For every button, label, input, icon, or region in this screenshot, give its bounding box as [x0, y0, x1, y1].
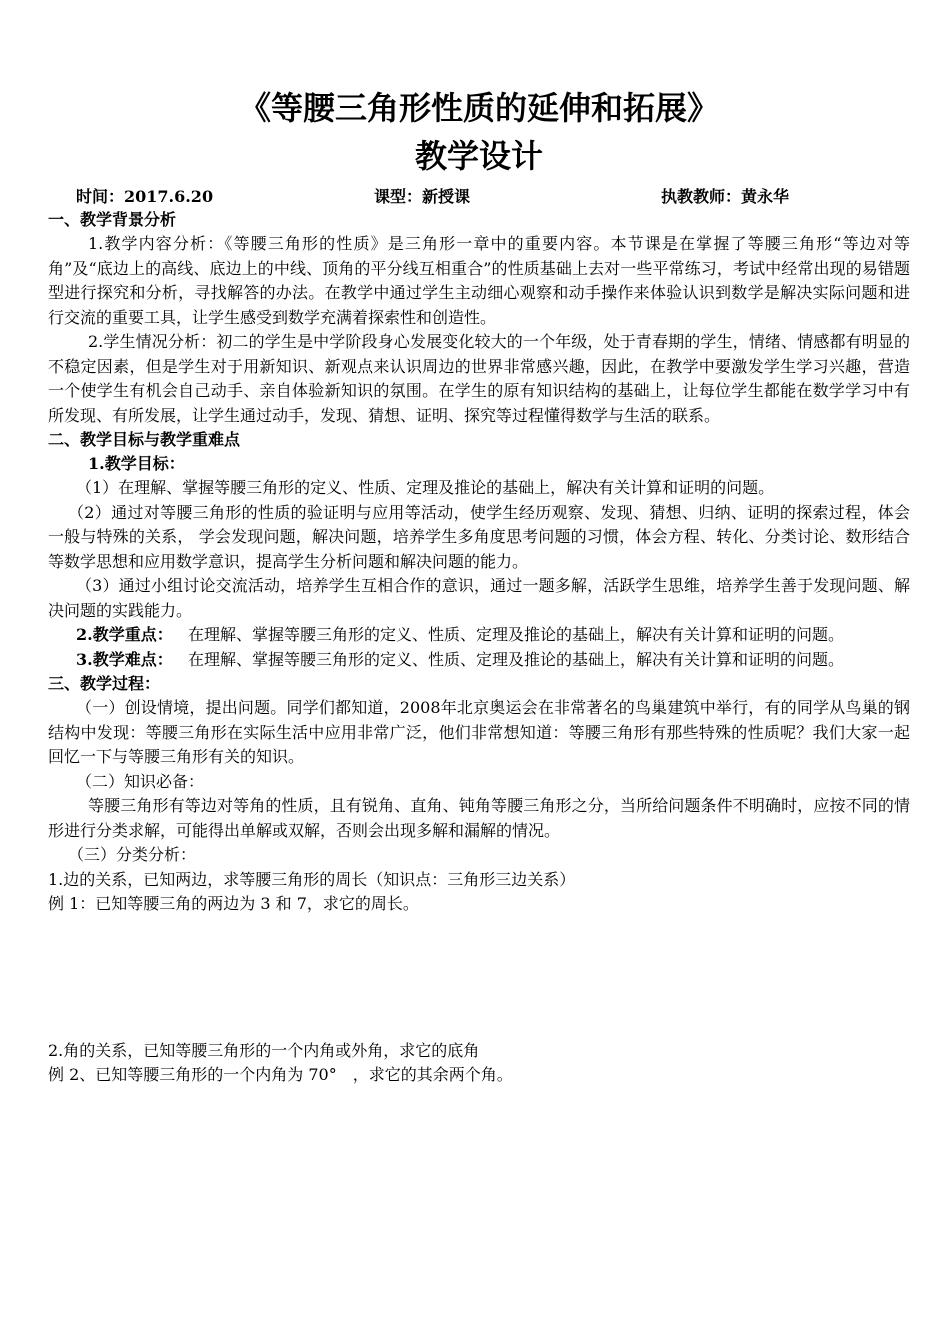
process-situation-paragraph: （一）创设情境，提出问题。同学们都知道，2008年北京奥运会在非常著名的鸟巢建筑中举行，有的同学从鸟巢的钢结构中发现：等腰三角形在实际生活中应用非常广泛，他们非常想知道：等腰三角形有那些特殊的性质呢？我们大家一起回忆一下与等腰三角形有关的知识。	[48, 698, 910, 766]
difficulty-paragraph	[48, 648, 910, 673]
student-analysis-paragraph: 2.学生情况分析：初二的学生是中学阶段身心发展变化较大的一个年级，处于青春期的学生，情绪、情感都有明显的不稳定因素，但是学生对于用新知识、新观点来认识周边的世界非常感兴趣，因此，在教学中要激发学生学习兴趣，营造一个使学生有机会自己动手、亲自体验新知识的氛围。在学生的原有知识结构的基础上，让每位学生都能在数学学习中有所发现、有所发展，让学生通过动手，发现、猜想、证明、探究等过程懂得数学与生活的联系。	[48, 332, 910, 425]
section-2-heading: 二、教学目标与教学重难点	[48, 430, 241, 449]
lesson-teacher: 执教教师：黄永华	[661, 187, 790, 206]
angle-relation-item: 2.角的关系，已知等腰三角形的一个内角或外角，求它的底角	[48, 1040, 480, 1060]
difficulty-text: 在理解、掌握等腰三角形的定义、性质、定理及推论的基础上，解决有关计算和证明的问题。	[187, 649, 844, 669]
example-1: 例 1：已知等腰三角的两边为 3 和 7，求它的周长。	[48, 894, 419, 913]
key-point-paragraph	[48, 623, 910, 648]
teaching-goal-2: （2）通过对等腰三角形的性质的验证明与应用等活动，使学生经历观察、发现、猜想、归纳、证明的探索过程，体会一般与特殊的关系， 学会发现问题，解决问题，培养学生多角度思考问题的习惯，体会方程、转化、分类讨论、数形结合等数学思想和应用数学意识，提高学生分析问题和解决问题的能力。	[48, 502, 910, 571]
teaching-goals-label: 1.教学目标：	[88, 454, 185, 473]
teaching-goal-3: （3）通过小组讨论交流活动，培养学生互相合作的意识，通过一题多解，活跃学生思维，培养学生善于发现问题、解决问题的实践能力。	[48, 576, 910, 620]
document-subtitle: 教学设计	[414, 137, 543, 175]
content-analysis-paragraph: 1.教学内容分析：《等腰三角形的性质》是三角形一章中的重要内容。本节课是在掌握了等腰三角形“等边对等角”及“底边上的高线、底边上的中线、顶角的平分线互相重合”的性质基础上去对一些平常练习，考试中经常出现的易错题型进行探究和分析，寻找解答的办法。在教学中通过学生主动细心观察和动手操作来体验认识到数学是解决实际问题和进行交流的重要工具，让学生感受到数学充满着探索性和创造性。	[48, 234, 910, 327]
teaching-goal-1: （1）在理解、掌握等腰三角形的定义、性质、定理及推论的基础上，解决有关计算和证明的问题。	[76, 478, 775, 497]
knowledge-prereq-paragraph: 等腰三角形有等边对等角的性质，且有锐角、直角、钝角等腰三角形之分，当所给问题条件不明确时，应按不同的情形进行分类求解，可能得出单解或双解，否则会出现多解和漏解的情况。	[48, 796, 910, 840]
document-page	[48, 86, 910, 1088]
classification-heading: （三）分类分析：	[68, 845, 197, 864]
lesson-time: 时间：2017.6.20	[76, 187, 214, 206]
lesson-meta	[48, 186, 910, 208]
side-relation-item: 1.边的关系，已知两边，求等腰三角形的周长（知识点：三角形三边关系）	[48, 869, 576, 889]
example-2: 例 2、已知等腰三角形的一个内角为 70° ，求它的其余两个角。	[48, 1065, 513, 1084]
section-1-heading: 一、教学背景分析	[48, 210, 177, 229]
section-3-heading: 三、教学过程：	[48, 674, 161, 693]
difficulty-label: 3.教学难点：	[76, 649, 173, 669]
lesson-type: 课型：新授课	[374, 187, 471, 206]
example-1-answer-space	[48, 917, 910, 1039]
document-title: 《等腰三角形性质的延伸和拓展》	[238, 89, 719, 127]
key-point-text: 在理解、掌握等腰三角形的定义、性质、定理及推论的基础上，解决有关计算和证明的问题。	[187, 625, 844, 644]
key-point-label: 2.教学重点：	[76, 625, 173, 644]
knowledge-prereq-heading: （二）知识必备：	[76, 771, 205, 791]
